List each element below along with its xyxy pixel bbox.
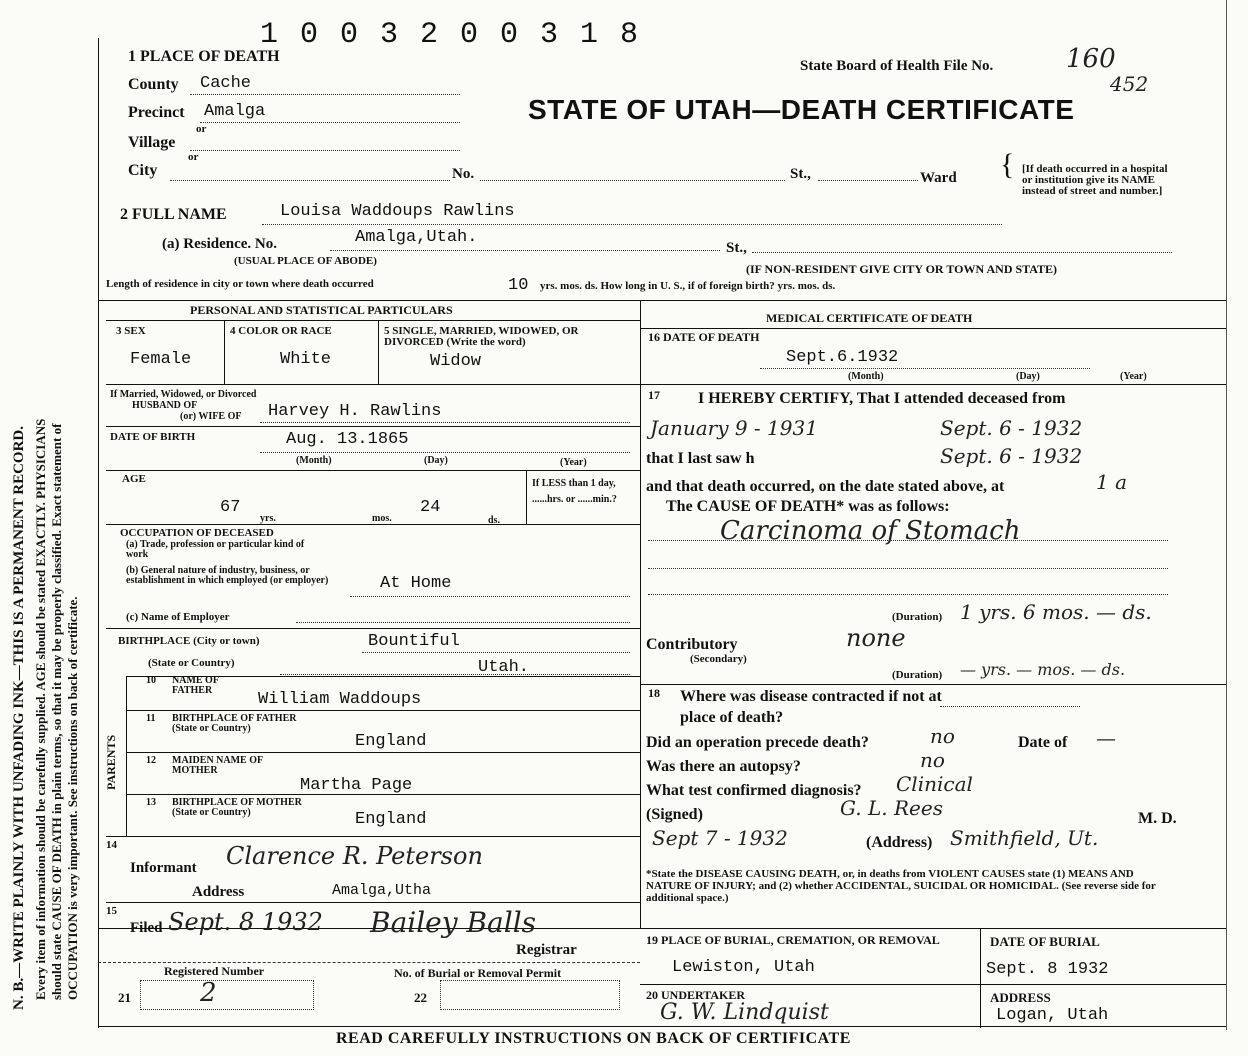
village-label: Village	[128, 134, 176, 151]
birth-label: DATE OF BIRTH	[110, 431, 196, 443]
medical-section-title: MEDICAL CERTIFICATE OF DEATH	[766, 311, 973, 325]
physician-signature: G. L. Rees	[840, 796, 943, 820]
informant-address-label: Address	[192, 884, 245, 900]
birthplace-state: Utah.	[478, 658, 530, 677]
test-value: Clinical	[896, 772, 973, 796]
registered-number-label: Registered Number	[164, 964, 265, 978]
autopsy-label: Was there an autopsy?	[646, 758, 801, 775]
burial-permit-label: No. of Burial or Removal Permit	[394, 966, 562, 980]
cause-of-death: Carcinoma of Stomach	[720, 516, 1021, 546]
burial-address: Logan, Utah	[996, 1006, 1109, 1025]
cause-note: *State the DISEASE CAUSING DEATH, or, in deaths from VIOLENT CAUSES state (1) MEANS AND NATURE OF INJURY; and (2) whether ACCIDENTAL, SUICIDAL OR HOMICIDAL. (See reverse side for additional space.)	[646, 868, 1156, 904]
informant-address: Amalga,Utha	[332, 882, 432, 899]
filed-date: Sept. 8 1932	[168, 908, 323, 936]
age-days: 24	[420, 498, 441, 517]
city-label: City	[128, 162, 158, 179]
burial-date: Sept. 8 1932	[986, 960, 1109, 979]
residence-label: (a) Residence. No.	[162, 236, 277, 252]
side-note-line-4: OCCUPATION is very important. See instructions on back of certificate.	[65, 596, 80, 1000]
certify-label: I HEREBY CERTIFY, That I attended deceased from	[698, 390, 1066, 407]
occupation-value: At Home	[380, 574, 452, 593]
father-birthplace: England	[355, 732, 427, 751]
precinct-label: Precinct	[128, 104, 185, 121]
sex-label: 3 SEX	[116, 325, 146, 337]
duration-2: — yrs. — mos. — ds.	[960, 660, 1126, 679]
parents-label: PARENTS	[104, 734, 118, 790]
file-no-label: State Board of Health File No.	[800, 58, 994, 74]
length-residence-label: Length of residence in city or town where death occurred	[106, 278, 374, 290]
age-label: AGE	[122, 473, 146, 485]
burial-date-label: DATE OF BURIAL	[990, 934, 1100, 949]
signed-label: (Signed)	[646, 806, 703, 823]
burial-address-label: ADDRESS	[990, 990, 1051, 1005]
undertaker-label: 20 UNDERTAKER	[646, 988, 746, 1002]
filed-label: Filed	[130, 920, 163, 936]
color-label: 4 COLOR OR RACE	[230, 325, 332, 337]
duration: 1 yrs. 6 mos. — ds.	[960, 600, 1152, 624]
operation-date: —	[1096, 726, 1116, 750]
right-border	[1226, 0, 1227, 1030]
birth-value: Aug. 13.1865	[286, 430, 409, 449]
contributory-value: none	[846, 624, 906, 652]
file-no-2: 452	[1110, 72, 1149, 96]
last-saw-label: that I last saw h	[646, 450, 755, 467]
age-years: 67	[220, 498, 241, 517]
contracted-label: Where was disease contracted if not at place of death?	[680, 688, 942, 726]
father-name: William Waddoups	[258, 690, 422, 709]
attended-from: January 9 - 1931	[650, 416, 818, 440]
color-value: White	[280, 350, 332, 369]
cause-label: The CAUSE OF DEATH* was as follows:	[666, 498, 950, 515]
hospital-note: [If death occurred in a hospital or institution give its NAME instead of street and number.]	[1022, 163, 1168, 197]
side-note-line-2: Every item of information should be carefully supplied. AGE should be stated EXACTLY. PHYSICIANS	[33, 418, 48, 1000]
operation-value: no	[930, 724, 955, 748]
county-value: Cache	[200, 74, 252, 93]
registrar-label: Registrar	[516, 942, 577, 958]
signed-date: Sept 7 - 1932	[652, 826, 788, 850]
personal-section-title: PERSONAL AND STATISTICAL PARTICULARS	[190, 303, 453, 317]
left-border	[98, 38, 99, 1028]
undertaker-signature: G. W. Lindquist	[660, 1000, 829, 1025]
death-occurred-label: and that death occurred, on the date stated above, at	[646, 478, 1005, 495]
informant-label: Informant	[130, 860, 197, 876]
side-note-line-1: N. B.—WRITE PLAINLY WITH UNFADING INK—THIS IS A PERMANENT RECORD.	[11, 426, 27, 1010]
date-of-death: Sept.6.1932	[786, 348, 899, 367]
date-of-death-label: 16 DATE OF DEATH	[648, 330, 760, 344]
place-of-death-label: 1 PLACE OF DEATH	[128, 48, 280, 65]
test-label: What test confirmed diagnosis?	[646, 782, 862, 799]
burial-place: Lewiston, Utah	[672, 958, 815, 977]
residence-value: Amalga,Utah.	[355, 228, 478, 247]
operation-label: Did an operation precede death?	[646, 734, 869, 751]
county-label: County	[128, 76, 179, 93]
last-saw-date: Sept. 6 - 1932	[940, 444, 1083, 468]
certificate-title: STATE OF UTAH—DEATH CERTIFICATE	[528, 94, 1075, 125]
precinct-value: Amalga	[204, 102, 266, 121]
informant-value: Clarence R. Peterson	[226, 842, 483, 870]
autopsy-value: no	[920, 748, 945, 772]
birthplace-city: Bountiful	[368, 632, 460, 651]
usual-abode-label: (USUAL PLACE OF ABODE)	[234, 255, 377, 267]
registered-number: 2	[200, 978, 217, 1008]
full-name-value: Louisa Waddoups Rawlins	[280, 202, 515, 221]
birthplace-label: BIRTHPLACE (City or town)	[118, 635, 260, 647]
full-name-label: 2 FULL NAME	[120, 206, 227, 223]
registrar-signature: Bailey Balls	[370, 906, 537, 939]
spouse-value: Harvey H. Rawlins	[268, 402, 442, 421]
side-note-line-3: should state CAUSE OF DEATH in plain terms, so that it may be properly classified. Exact statement of	[49, 423, 64, 1000]
burial-place-label: 19 PLACE OF BURIAL, CREMATION, OR REMOVAL	[646, 933, 940, 947]
occupation-label: OCCUPATION OF DECEASED	[120, 527, 274, 539]
non-resident-label: (IF NON-RESIDENT GIVE CITY OR TOWN AND STATE)	[746, 262, 1058, 276]
mother-birthplace: England	[355, 810, 427, 829]
physician-address: Smithfield, Ut.	[950, 826, 1099, 850]
less-than-day-label: If LESS than 1 day, ......hrs. or ......min.?	[532, 478, 617, 505]
mother-name: Martha Page	[300, 776, 413, 795]
attended-to: Sept. 6 - 1932	[940, 416, 1083, 440]
length-years: 10	[508, 276, 529, 295]
death-time: 1 a	[1096, 470, 1128, 494]
contributory-label: Contributory	[646, 636, 738, 653]
file-no: 160	[1066, 44, 1116, 74]
marital-label: 5 SINGLE, MARRIED, WIDOWED, OR DIVORCED (Write the word)	[384, 325, 579, 348]
sex-value: Female	[130, 350, 192, 369]
marital-value: Widow	[430, 352, 482, 371]
serial-number: 1 0 0 3 2 0 0 3 1 8	[260, 18, 641, 52]
footer-instructions: READ CAREFULLY INSTRUCTIONS ON BACK OF CERTIFICATE	[336, 1030, 851, 1047]
